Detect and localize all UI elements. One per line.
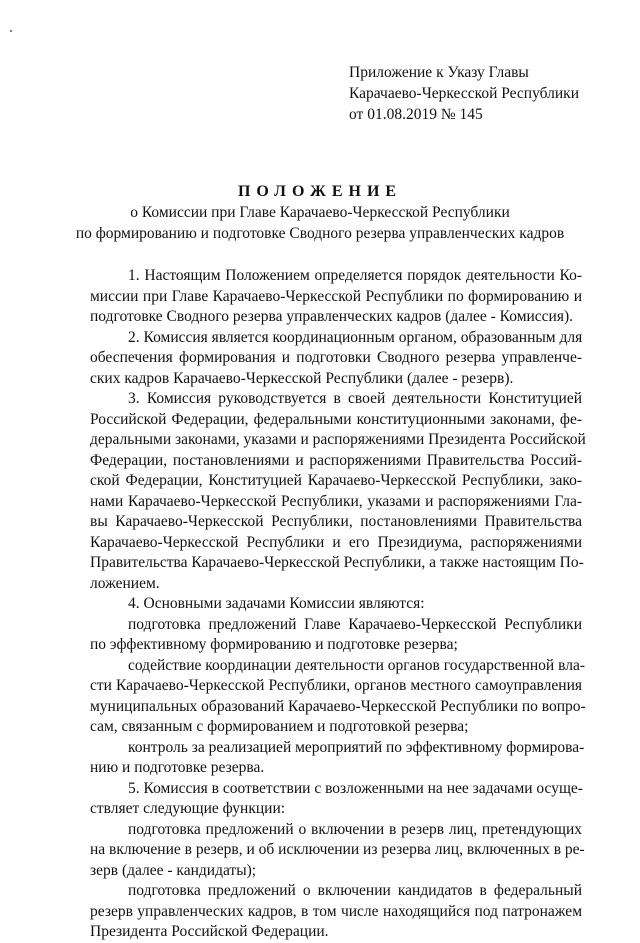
paragraph-line: подготовка предложений Главе Карачаево-Черкесской Республики [128,615,582,633]
paragraph-line: Федерации, постановлениями и распоряжениями Правительства Россий- [90,451,582,469]
document-subtitle: о Комиссии при Главе Карачаево-Черкесской Республики [130,204,510,221]
paragraph-line: 3. Комиссия руководствуется в своей деятельности Конституцией [128,390,582,407]
paragraph-line: сам, связанным с формированием и подготовкой резерва; [90,718,469,735]
paragraph-line: ских кадров Карачаево-Черкесской Республики (далее - резерв). [90,369,514,387]
paragraph-line: Российской Федерации, федеральными конституционными законами, фе- [90,410,582,428]
paragraph-line: на включение в резерв, и об исключении из резерва лиц, включенных в ре- [90,841,585,858]
paragraph-line: ской Федерации, Конституцией Карачаево-Черкесской Республики, зако- [90,472,582,489]
paragraph-line: содействие координации деятельности органов государственной вла- [128,656,585,674]
paragraph-line: зерв (далее - кандидаты); [90,861,257,879]
paragraph-line: подготовке Сводного резерва управленческих кадров (далее - Комиссия). [90,308,574,325]
paragraph-line: 4. Основными задачами Комиссии являются: [128,595,425,612]
paragraph-line: подготовка предложений о включении кандидатов в федеральный [128,882,582,899]
paragraph-line: 1. Настоящим Положением определяется порядок деятельности Ко- [128,267,582,284]
paragraph-line: контроль за реализацией мероприятий по эффективному формирова- [128,738,585,756]
appendix-line: Карачаево-Черкесской Республики [349,85,579,102]
document-subtitle: по формированию и подготовке Сводного резерва управленческих кадров [75,225,565,242]
document-title: ПОЛОЖЕНИЕ [237,183,403,200]
paragraph-line: нию и подготовке резерва. [90,759,265,776]
paragraph-line: обеспечения формирования и подготовки Сводного резерва управленче- [90,349,582,366]
paragraph-line: 2. Комиссия является координационным органом, образованным для [128,328,583,346]
paragraph-line: Президента Российской Федерации. [90,923,329,940]
paragraph-line: деральными законами, указами и распоряжениями Президента Российской [90,431,586,448]
paragraph-line: миссии при Главе Карачаево-Черкесской Республики по формированию и [90,287,582,305]
paragraph-line: сти Карачаево-Черкесской Республики, органов местного самоуправления [90,677,582,694]
paragraph-line: Карачаево-Черкесской Республики и его Президиума, распоряжениями [90,533,582,551]
appendix-line: Приложение к Указу Главы [349,64,529,81]
paragraph-line: ствляет следующие функции: [90,800,286,817]
paragraph-line: по эффективному формированию и подготовке резерва; [90,636,458,653]
paragraph-line: муниципальных образований Карачаево-Черкесской Республики по вопро- [90,697,586,715]
paragraph-line: подготовка предложений о включении в резерв лиц, претендующих [128,820,582,838]
document-body [90,266,586,943]
appendix-note [349,62,579,125]
paragraph-line: 5. Комиссия в соответствии с возложенными на нее задачами осуще- [128,779,583,797]
paragraph-line: Правительства Карачаево-Черкесской Республики, а также настоящим По- [90,554,584,571]
paragraph-line: ложением. [90,574,160,592]
paragraph-line: вы Карачаево-Черкесской Республики, постановлениями Правительства [90,513,582,530]
paragraph-line: резерв управленческих кадров, в том числе находящийся под патронажем [90,902,582,920]
appendix-line: от 01.08.2019 № 145 [349,106,483,123]
scan-speck [10,30,12,32]
paragraph-line: нами Карачаево-Черкесской Республики, указами и распоряжениями Гла- [90,492,582,510]
